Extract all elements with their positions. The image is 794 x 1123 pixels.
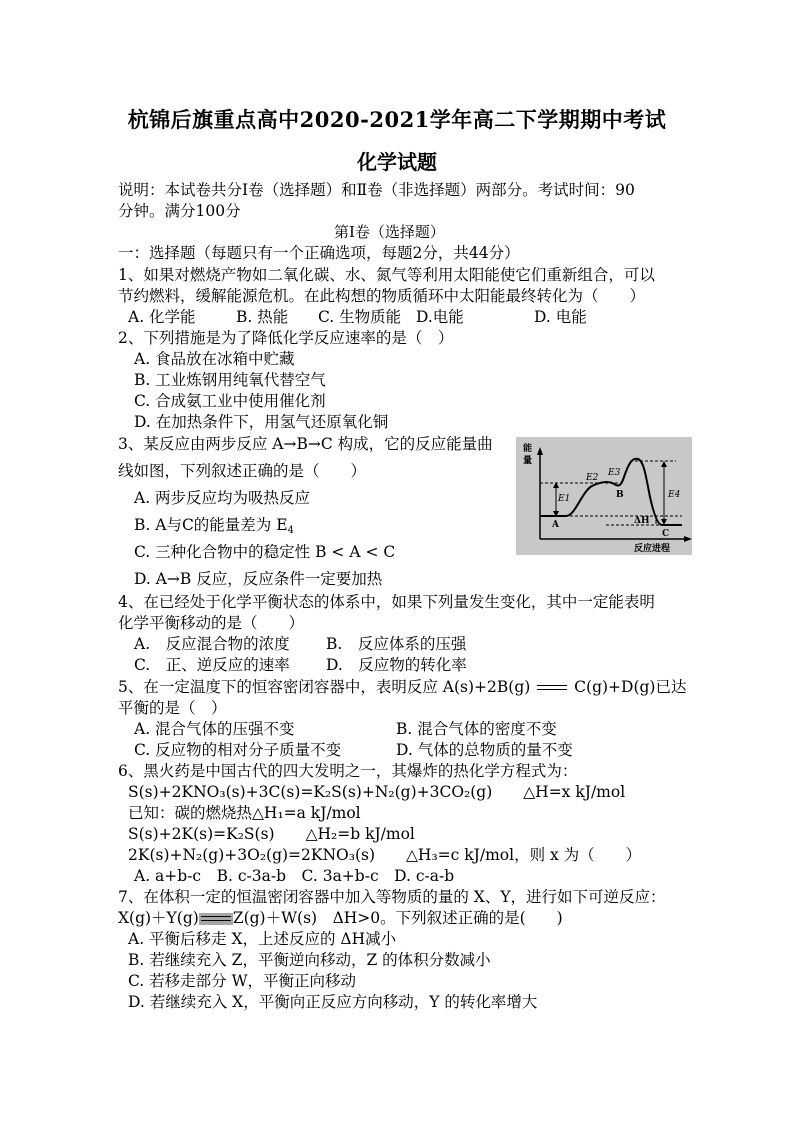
q1-option-d: D.电能 — [416, 308, 464, 326]
q5-line-1-post: C(g)+D(g)已达 — [574, 678, 687, 696]
x-axis-label: 反应进程 — [634, 544, 671, 554]
delta-h-label: ΔH — [634, 516, 650, 526]
y-axis-arrow-icon — [537, 447, 543, 455]
q5-option-a: A. 混合气体的压强不变 — [134, 720, 295, 738]
q7-option-d: D. 若继续充入 X，平衡向正反应方向移动，Y 的转化率增大 — [128, 993, 538, 1011]
q2-option-c: C. 合成氨工业中使用催化剂 — [134, 392, 326, 410]
e4-label: E4 — [668, 490, 681, 500]
q5-option-c: C. 反应物的相对分子质量不变 — [134, 741, 342, 759]
point-b-label: B — [616, 490, 624, 500]
q3-line-1: 3、某反应由两步反应 A→B→C 构成，它的反应能量曲 — [118, 435, 493, 453]
q1-option-c: C. 生物质能 — [318, 308, 402, 326]
q3-line-2: 线如图，下列叙述正确的是（ ） — [118, 462, 367, 480]
intro-line-1: 说明：本试卷共分Ⅰ卷（选择题）和Ⅱ卷（非选择题）两部分。考试时间：90 — [118, 181, 635, 199]
q6-equation-3: 2K(s)+N₂(g)+3O₂(g)=2KNO₃(s) △H₃=c kJ/mol，则 x 为（ ） — [128, 846, 642, 864]
energy-diagram — [516, 437, 692, 555]
q3-option-c: C. 三种化合物中的稳定性 B < A < C — [134, 543, 396, 561]
x-axis-arrow-icon — [684, 536, 692, 542]
q6-equation-1: S(s)+2KNO₃(s)+3C(s)=K₂S(s)+N₂(g)+3CO₂(g) △H=x kJ/mol — [128, 783, 626, 801]
q7-line-2-pre: X(g)＋Y(g) — [118, 909, 199, 927]
q7-line-2 — [118, 908, 563, 928]
e1-arrow-head-icon — [553, 482, 559, 488]
q6-stem: 6、黑火药是中国古代的四大发明之一，其爆炸的热化学方程式为： — [118, 762, 578, 780]
q1-option-a: A. 化学能 — [128, 308, 196, 326]
q3-option-d: D. A→B 反应，反应条件一定要加热 — [134, 570, 383, 588]
equilibrium-arrow-icon — [535, 682, 569, 694]
q1-option-b: B. 热能 — [236, 308, 289, 326]
q3-option-a: A. 两步反应均为吸热反应 — [134, 489, 311, 507]
q5-line-1-pre: 5、在一定温度下的恒容密闭容器中，表明反应 A(s)+2B(g) — [118, 678, 531, 696]
e2-label: E2 — [586, 473, 599, 483]
q3-option-b-text: B. A与C的能量差为 E — [134, 516, 288, 534]
section-heading: 一：选择题（每题只有一个正确选项，每题2分，共44分） — [118, 244, 520, 262]
q5-line-2: 平衡的是（ ） — [118, 699, 227, 717]
q6-options: A. a+b-c B. c-3a-b C. 3a+b-c D. c-a-b — [134, 867, 455, 885]
q5-line-1 — [118, 677, 686, 697]
e4-arrow-head-icon — [661, 461, 667, 467]
q3-option-b-sub: 4 — [287, 525, 294, 536]
q6-equation-2: S(s)+2K(s)=K₂S(s) △H₂=b kJ/mol — [128, 825, 415, 843]
q7-option-b: B. 若继续充入 Z，平衡逆向移动，Z 的体积分数减小 — [128, 951, 491, 969]
intro-line-2: 分钟。满分100分 — [118, 202, 241, 220]
y-axis-label-top: 能 — [523, 444, 533, 454]
q1-line-1: 1、如果对燃烧产物如二氧化碳、水、氮气等利用太阳能使它们重新组合，可以 — [118, 266, 655, 284]
q7-option-a: A. 平衡后移走 X，上述反应的 ΔH减小 — [128, 930, 397, 948]
e3-label: E3 — [608, 468, 621, 478]
q2-stem: 2、下列措施是为了降低化学反应速率的是（ ） — [118, 329, 454, 347]
q5-option-b: B. 混合气体的密度不变 — [396, 720, 557, 738]
y-axis-label-bottom: 量 — [523, 456, 533, 466]
q7-line-1: 7、在体积一定的恒温密闭容器中加入等物质的量的 X、Y，进行如下可逆反应： — [118, 888, 666, 906]
exam-subtitle: 化学试题 — [357, 150, 437, 174]
q7-line-2-post: Z(g)＋W(s) ΔH>0。下列叙述正确的是( ) — [232, 909, 563, 927]
q4-line-1: 4、在已经处于化学平衡状态的体系中，如果下列量发生变化，其中一定能表明 — [118, 593, 655, 611]
q4-option-a: A. 反应混合物的浓度 — [134, 635, 290, 653]
section-title: 第Ⅰ卷（选择题） — [334, 223, 445, 241]
q5-option-d: D. 气体的总物质的量不变 — [396, 741, 573, 759]
q2-option-d: D. 在加热条件下，用氢气还原氧化铜 — [134, 413, 389, 431]
q2-option-b: B. 工业炼钢用纯氧代替空气 — [134, 371, 326, 389]
q1-line-2: 节约燃料，缓解能源危机。在此构想的物质循环中太阳能最终转化为（ ） — [118, 287, 646, 305]
energy-diagram-svg — [516, 437, 692, 555]
q1-option-d-repeat: D. 电能 — [534, 308, 587, 326]
e1-label: E1 — [558, 494, 571, 504]
q4-option-b: B. 反应体系的压强 — [326, 635, 467, 653]
q2-option-a: A. 食品放在冰箱中贮藏 — [134, 350, 295, 368]
point-a-label: A — [552, 520, 559, 530]
q3-option-b — [134, 515, 294, 541]
q4-option-d: D. 反应物的转化率 — [326, 656, 467, 674]
q7-option-c: C. 若移走部分 W，平衡正向移动 — [128, 972, 357, 990]
q4-option-c: C. 正、逆反应的速率 — [134, 656, 290, 674]
q6-known: 已知：碳的燃烧热△H₁=a kJ/mol — [128, 804, 361, 822]
equilibrium-arrow-highlight-icon — [199, 913, 233, 925]
exam-title: 杭锦后旗重点高中2020-2021学年高二下学期期中考试 — [127, 107, 667, 132]
point-c-label: C — [662, 529, 670, 539]
q4-line-2: 化学平衡移动的是（ ） — [118, 614, 305, 632]
